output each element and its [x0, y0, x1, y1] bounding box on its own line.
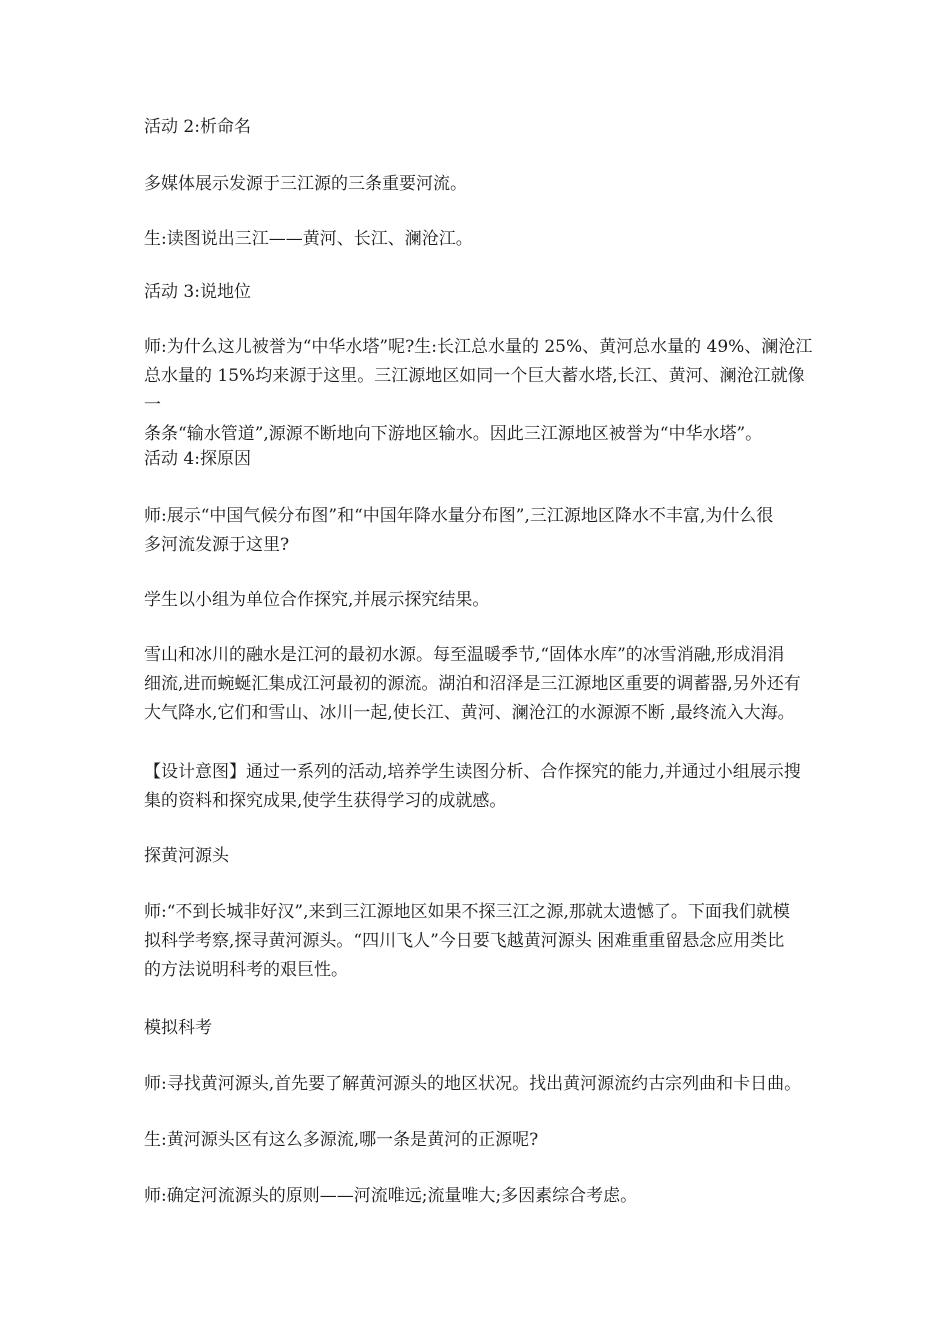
text-line: 活动 4:探原因: [144, 449, 251, 469]
text-line: 生:读图说出三江——黄河、长江、澜沧江。: [144, 229, 473, 249]
text-line: 大气降水,它们和雪山、冰川一起,使长江、黄河、澜沧江的水源源不断 ,最终流入大海。: [144, 703, 795, 723]
paragraph: [144, 586, 814, 615]
text-line: 总水量的 15%均来源于这里。三江源地区如同一个巨大蓄水塔,长江、黄河、澜沧江就像一: [144, 366, 805, 415]
text-line: 师:为什么这儿被誉为“中华水塔”呢?生:长江总水量的 25%、黄河总水量的 49%、澜沧江: [144, 337, 813, 357]
paragraph: [144, 170, 814, 199]
text-line: 条条“输水管道”,源源不断地向下游地区输水。因此三江源地区被誉为“中华水塔”。: [144, 424, 763, 444]
text-line: 学生以小组为单位合作探究,并展示探究结果。: [144, 590, 490, 610]
paragraph: [144, 758, 814, 816]
paragraph: [144, 1014, 814, 1043]
paragraph: [144, 502, 814, 560]
text-line: 师:“不到长城非好汉”,来到三江源地区如果不探三江之源,那就太遗憾了。下面我们就模: [144, 902, 790, 922]
text-line: 活动 3:说地位: [144, 282, 251, 302]
paragraph: [144, 641, 814, 728]
text-line: 【设计意图】通过一系列的活动,培养学生读图分析、合作探究的能力,并通过小组展示搜: [144, 762, 801, 782]
paragraph: [144, 278, 814, 307]
paragraph: [144, 333, 814, 449]
paragraph: [144, 842, 814, 871]
text-line: 活动 2:析命名: [144, 117, 251, 137]
paragraph: [144, 1126, 814, 1155]
paragraph: [144, 225, 814, 254]
text-line: 雪山和冰川的融水是江河的最初水源。每至温暖季节,“固体水库”的冰雪消融,形成涓涓: [144, 645, 785, 665]
text-line: 师:确定河流源头的原则——河流唯远;流量唯大;多因素综合考虑。: [144, 1186, 638, 1206]
paragraph: [144, 1070, 814, 1099]
text-line: 探黄河源头: [144, 846, 229, 866]
paragraph: [144, 1182, 814, 1211]
text-line: 的方法说明科考的艰巨性。: [144, 960, 348, 980]
text-line: 多河流发源于这里?: [144, 535, 290, 555]
text-line: 模拟科考: [144, 1018, 212, 1038]
text-line: 多媒体展示发源于三江源的三条重要河流。: [144, 174, 467, 194]
paragraph: [144, 898, 814, 985]
text-line: 拟科学考察,探寻黄河源头。“四川飞人”今日要飞越黄河源头 困难重重留悬念应用类比: [144, 931, 785, 951]
paragraph: [144, 445, 814, 474]
text-line: 集的资料和探究成果,使学生获得学习的成就感。: [144, 791, 507, 811]
text-line: 师:展示“中国气候分布图”和“中国年降水量分布图”,三江源地区降水不丰富,为什么很: [144, 506, 774, 526]
paragraph: [144, 113, 814, 142]
text-line: 生:黄河源头区有这么多源流,哪一条是黄河的正源呢?: [144, 1130, 539, 1150]
text-line: 细流,进而蜿蜒汇集成江河最初的源流。湖泊和沼泽是三江源地区重要的调蓄器,另外还有: [144, 674, 801, 694]
text-line: 师:寻找黄河源头,首先要了解黄河源头的地区状况。找出黄河源流约古宗列曲和卡日曲。: [144, 1074, 802, 1094]
